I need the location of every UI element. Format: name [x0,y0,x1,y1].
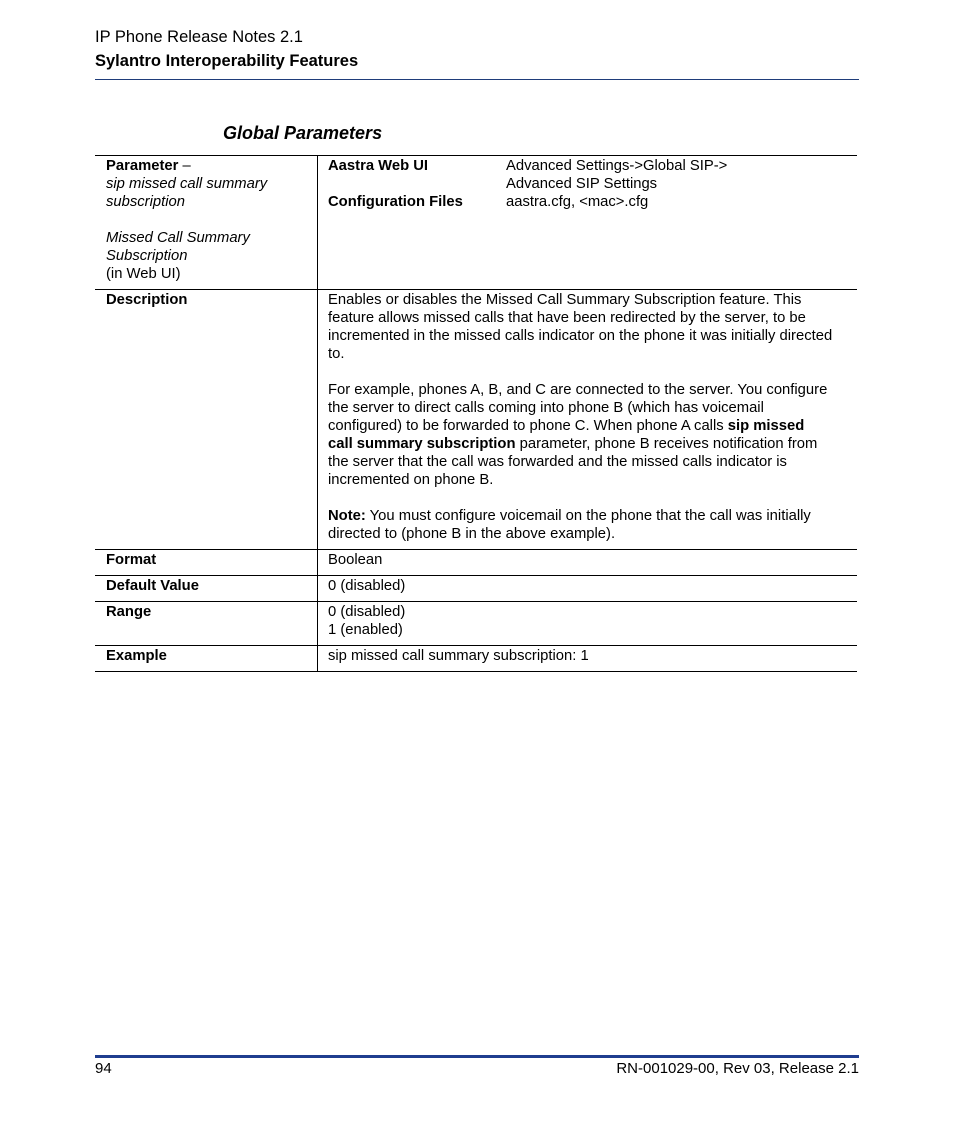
parameter-name-line2: subscription [106,194,185,210]
parameter-name-cell [95,156,318,290]
note-text: You must configure voicemail on the phone that the call was initially directed to (phone B in the above example). [328,508,811,542]
webui-name-line1: Missed Call Summary [106,230,250,246]
range-label: Range [95,602,318,646]
parameter-dash: – [178,158,191,174]
aastra-web-ui-label: Aastra Web UI [328,158,429,174]
webui-suffix: (in Web UI) [106,266,181,282]
parameter-row [95,156,857,290]
default-value-row [95,576,857,602]
description-paragraph-2 [328,381,833,489]
description-p2-bold: sip missed call summary subscription [328,418,805,452]
parameter-label: Parameter [106,158,179,174]
range-value-1: 0 (disabled) [328,604,406,620]
range-value-2: 1 (enabled) [328,622,403,638]
description-note [328,507,848,543]
webui-name-line2: Subscription [106,248,188,264]
parameter-location-cell [318,156,858,290]
aastra-web-ui-path-line2: Advanced SIP Settings [506,176,658,192]
footer-divider [95,1055,859,1058]
section-heading: Global Parameters [223,123,383,143]
range-values [318,602,858,646]
format-value: Boolean [318,550,858,576]
default-value-label: Default Value [95,576,318,602]
note-label: Note: [328,508,366,524]
default-value-value: 0 (disabled) [318,576,858,602]
document-id: RN-001029-00, Rev 03, Release 2.1 [616,1060,859,1077]
example-row [95,646,857,672]
parameter-name-line1: sip missed call summary [106,176,268,192]
description-cell [318,290,858,550]
page-number: 94 [95,1060,112,1077]
description-p2-after: parameter, phone B receives notification from the server that the call was forwarded and the missed calls indicator is incremented on phone B. [328,436,818,488]
example-label: Example [95,646,318,672]
config-files-label: Configuration Files [328,194,463,210]
range-row [95,602,857,646]
description-label: Description [95,290,318,550]
description-paragraph-1: Enables or disables the Missed Call Summary Subscription feature. This feature allows missed calls that have been redirected by the server, to be incremented in the missed calls indicator on the phone it was initially directed to. [328,292,833,362]
example-value: sip missed call summary subscription: 1 [318,646,858,672]
format-label: Format [95,550,318,576]
header-section: Sylantro Interoperability Features [95,52,359,70]
description-p2-before: For example, phones A, B, and C are connected to the server. You configure the server to direct calls coming into phone B (which has voicemail configured) to be forwarded to phone C. When phone A calls [328,382,828,434]
config-files-value: aastra.cfg, <mac>.cfg [506,194,649,210]
aastra-web-ui-path-line1: Advanced Settings->Global SIP-> [506,158,728,174]
header-title: IP Phone Release Notes 2.1 [95,28,303,46]
description-row [95,290,857,550]
parameter-table [95,155,857,672]
header-divider [95,79,859,80]
format-row [95,550,857,576]
